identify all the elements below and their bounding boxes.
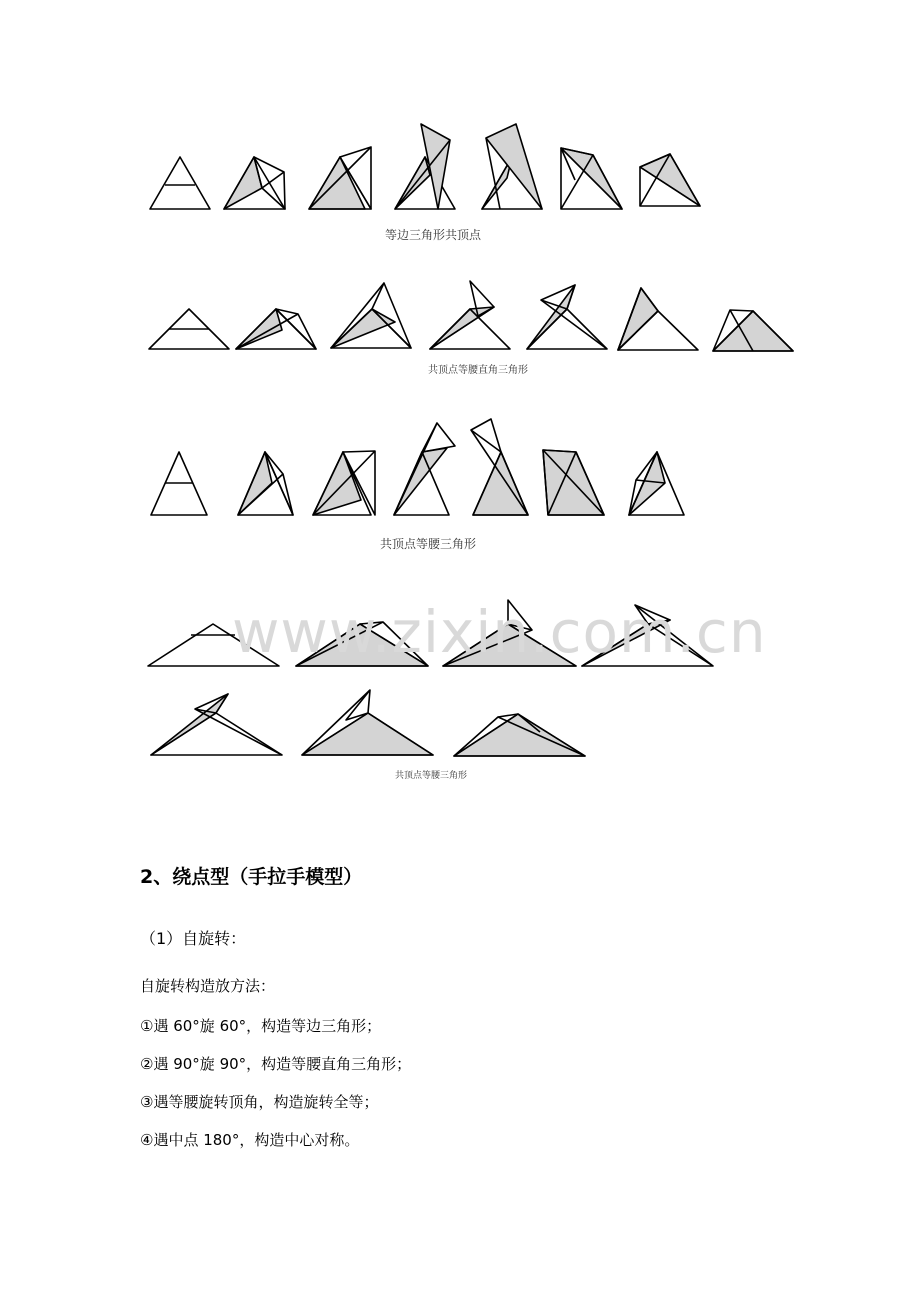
row1-figure-5 xyxy=(482,124,542,209)
row3-figure-2 xyxy=(238,452,293,515)
row2-figure-4 xyxy=(430,281,510,349)
intro-text: 自旋转构造放方法： xyxy=(140,977,276,995)
list-item: ①遇 60°旋 60°，构造等边三角形； xyxy=(140,1017,382,1035)
list-item: ③遇等腰旋转顶角，构造旋转全等； xyxy=(140,1093,379,1111)
caption-row4: 共顶点等腰三角形 xyxy=(395,771,468,781)
row2-figure-6 xyxy=(618,288,698,350)
section-subheading: （1）自旋转： xyxy=(140,929,247,948)
row1-figure-4 xyxy=(395,124,455,209)
row1-figure-2 xyxy=(224,157,285,209)
row2-figure-5 xyxy=(527,285,607,349)
row3-figure-5 xyxy=(471,419,528,515)
row3-figure-3 xyxy=(313,451,375,515)
row2-figure-2 xyxy=(236,309,316,349)
row1-figure-1 xyxy=(150,157,210,209)
row1-figure-7 xyxy=(640,154,700,206)
row4-figure-6 xyxy=(302,690,433,755)
row2-figure-7 xyxy=(713,310,793,351)
caption-row1: 等边三角形共顶点 xyxy=(385,228,482,242)
row2-figure-3 xyxy=(331,283,411,348)
watermark: www.zixin.com.cn xyxy=(232,598,767,666)
row2-figure-1 xyxy=(149,309,229,349)
list-item: ②遇 90°旋 90°，构造等腰直角三角形； xyxy=(140,1055,412,1073)
row1-figure-6 xyxy=(561,148,622,209)
row1-figure-3 xyxy=(309,147,371,209)
caption-row2: 共顶点等腰直角三角形 xyxy=(428,365,528,376)
row3-figure-4 xyxy=(394,423,455,515)
row3-figure-1 xyxy=(151,452,207,515)
row3-figure-7 xyxy=(629,452,684,515)
section-heading: 2、绕点型（手拉手模型） xyxy=(140,866,363,888)
caption-row3: 共顶点等腰三角形 xyxy=(380,537,477,551)
row3-figure-6 xyxy=(543,450,604,515)
row4-figure-7 xyxy=(454,714,585,756)
list-item: ④遇中点 180°，构造中心对称。 xyxy=(140,1131,360,1149)
row4-figure-5 xyxy=(151,694,282,755)
